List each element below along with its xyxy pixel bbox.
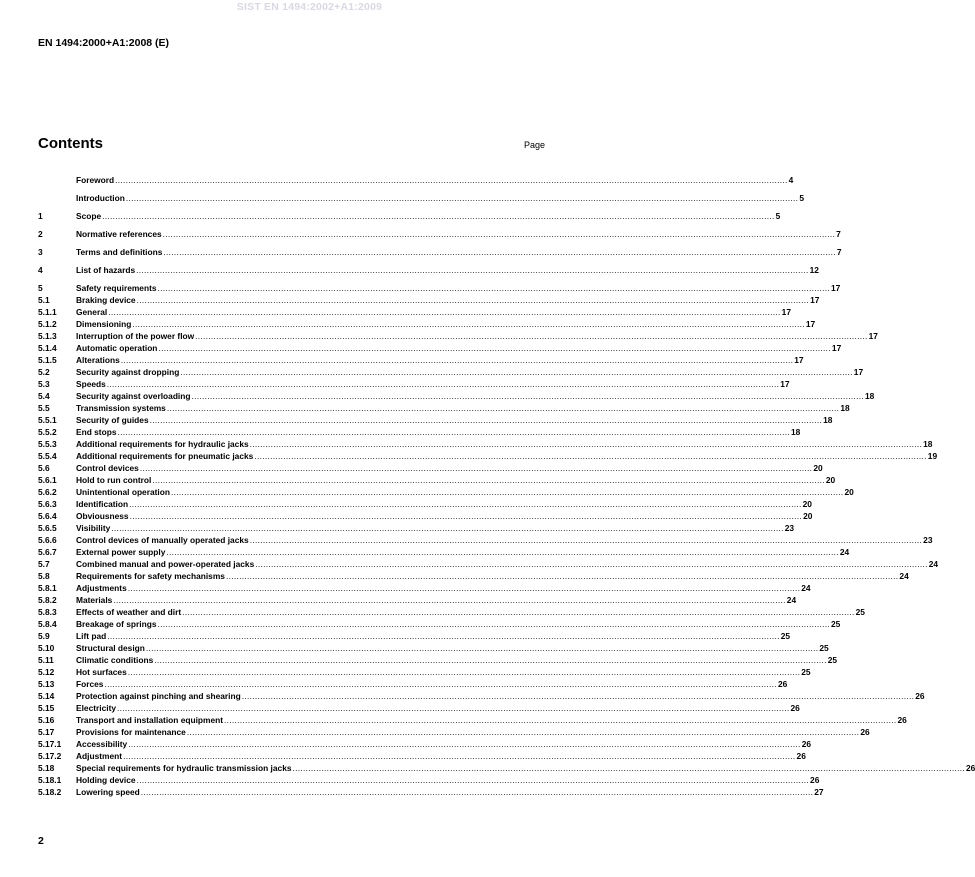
toc-entry-page: 17 [781,307,791,317]
toc-entry[interactable] [38,264,819,276]
toc-entry-title: Lowering speed [76,787,140,797]
toc-entry[interactable] [38,174,794,186]
toc-entry-number: 4 [38,265,43,275]
toc-entry-page: 20 [803,511,813,521]
toc-entry-number: 5 [38,283,43,293]
toc-entry-number: 5.1.1 [38,307,57,317]
toc-entry-title: Provisions for maintenance [76,727,186,737]
toc-entry-page: 25 [819,643,829,653]
toc-entry-title: Transmission systems [76,403,166,413]
toc-entry-page: 24 [801,583,811,593]
toc-entry-number: 5.8.2 [38,595,57,605]
toc-entry[interactable] [38,354,804,366]
toc-entry-title: Electricity [76,703,117,713]
dot-leader [293,762,965,774]
toc-entry-number: 5.2 [38,367,50,377]
dot-leader [136,264,808,276]
toc-entry-number: 2 [38,229,43,239]
toc-entry-title: Materials [76,595,113,605]
dot-leader [250,438,922,450]
toc-entry-page: 26 [790,703,800,713]
toc-entry-number: 5.4 [38,391,50,401]
dot-leader [226,570,898,582]
toc-entry[interactable] [38,702,800,714]
dot-leader [107,630,779,642]
toc-entry[interactable] [38,426,801,438]
toc-entry-number: 5.6.6 [38,535,57,545]
toc-entry-title: Security against overloading [76,391,191,401]
toc-entry-title: Visibility [76,523,111,533]
toc-entry[interactable] [38,450,938,462]
dot-leader [158,282,830,294]
toc-entry-page: 5 [799,193,804,203]
toc-entry-title: Scope [76,211,102,221]
dot-leader [154,654,826,666]
toc-entry-page: 18 [923,439,933,449]
toc-entry-number: 5.15 [38,703,55,713]
toc-entry-page: 26 [810,775,820,785]
toc-entry-page: 20 [802,499,812,509]
toc-entry-title: End stops [76,427,117,437]
toc-entry-title: General [76,307,108,317]
toc-entry[interactable] [38,318,816,330]
toc-entry-page: 7 [836,247,842,257]
toc-entry[interactable] [38,510,813,522]
toc-entry-title: Requirements for safety mechanisms [76,571,225,581]
toc-entry[interactable] [38,558,939,570]
toc-entry[interactable] [38,402,850,414]
toc-entry[interactable] [38,690,925,702]
toc-entry-title: Hold to run control [76,475,152,485]
dot-leader [187,726,859,738]
dot-leader [104,678,776,690]
toc-entry-number: 5.10 [38,643,55,653]
document-identifier: EN 1494:2000+A1:2008 (E) [38,37,170,49]
toc-entry-page: 19 [927,451,938,461]
toc-entry[interactable] [38,546,850,558]
toc-entry[interactable] [38,738,812,750]
toc-entry-title: Normative references [76,229,162,239]
toc-entry-title: Speeds [76,379,106,389]
toc-entry-title: Unintentional operation [76,487,170,497]
dot-leader [180,366,852,378]
dot-leader [128,666,800,678]
toc-entry-number: 5.6.3 [38,499,57,509]
toc-entry-title: Protection against pinching and shearing [76,691,241,701]
toc-entry[interactable] [38,474,836,486]
toc-entry[interactable] [38,534,933,546]
toc-entry-title: Obviousness [76,511,129,521]
toc-entry[interactable] [38,654,838,666]
toc-entry-title: Special requirements for hydraulic transmission jacks [76,763,292,773]
toc-entry-number: 5.17 [38,727,55,737]
dot-leader [171,486,843,498]
toc-entry[interactable] [38,486,854,498]
toc-entry-page: 18 [864,391,875,401]
toc-entry-page: 26 [965,763,975,773]
toc-entry-page: 26 [860,727,870,737]
dot-leader [128,738,800,750]
toc-entry-page: 25 [827,655,838,665]
toc-entry-page: 25 [855,607,865,617]
toc-entry-page: 26 [796,751,806,761]
dot-leader [129,498,801,510]
toc-entry-number: 1 [38,211,43,221]
toc-entry-page: 24 [899,571,909,581]
dot-leader [158,342,830,354]
toc-entry-page: 17 [831,343,842,353]
dot-leader [111,522,783,534]
dot-leader [242,690,914,702]
toc-entry-title: Forces [76,679,104,689]
toc-entry[interactable] [38,630,791,642]
toc-entry-number: 5.18.2 [38,787,62,797]
dot-leader [140,462,812,474]
toc-entry-page: 20 [844,487,854,497]
toc-entry-number: 5.8.4 [38,619,57,629]
toc-entry-number: 5.1 [38,295,50,305]
dot-leader [121,354,793,366]
toc-entry[interactable] [38,714,907,726]
dot-leader [250,534,922,546]
toc-entry-page: 27 [814,787,824,797]
toc-entry-number: 5.5.1 [38,415,57,425]
toc-entry[interactable] [38,618,841,630]
toc-entry-page: 7 [836,229,841,239]
toc-entry-page: 17 [805,319,816,329]
dot-leader [167,402,839,414]
toc-entry[interactable] [38,228,841,240]
toc-entry-title: Security against dropping [76,367,180,377]
dot-leader [254,450,926,462]
dot-leader [115,174,787,186]
dot-leader [255,558,927,570]
toc-entry-page: 17 [868,331,878,341]
toc-entry-number: 5.7 [38,559,50,569]
toc-entry-title: Adjustment [76,751,123,761]
page-number: 2 [38,835,44,847]
toc-entry-title: Hot surfaces [76,667,127,677]
toc-entry-number: 5.1.5 [38,355,57,365]
toc-entry-number: 5.17.1 [38,739,62,749]
toc-entry[interactable] [38,192,804,204]
toc-entry-page: 4 [788,175,794,185]
toc-entry-number: 5.17.2 [38,751,62,761]
toc-entry[interactable] [38,642,829,654]
dot-leader [117,426,789,438]
toc-entry-title: Effects of weather and dirt [76,607,182,617]
toc-entry[interactable] [38,294,820,306]
toc-entry-number: 5.6.4 [38,511,57,521]
dot-leader [130,510,802,522]
toc-entry-title: Terms and definitions [76,247,163,257]
toc-entry-page: 26 [915,691,925,701]
toc-entry-title: Holding device [76,775,136,785]
toc-entry-title: Climatic conditions [76,655,154,665]
page-column-label: Page [523,140,545,150]
toc-entry-number: 5.1.4 [38,343,57,353]
table-of-contents [38,174,975,798]
toc-entry-page: 24 [839,547,850,557]
toc-entry-title: Introduction [76,193,125,203]
toc-entry[interactable] [38,678,788,690]
contents-title: Contents [38,135,103,152]
toc-entry-page: 17 [853,367,864,377]
toc-entry[interactable] [38,522,795,534]
toc-entry-title: Combined manual and power-operated jacks [76,559,255,569]
toc-entry-page: 20 [825,475,836,485]
dot-leader [224,714,896,726]
toc-entry-title: External power supply [76,547,166,557]
toc-entry[interactable] [38,606,865,618]
toc-entry-number: 5.18 [38,763,55,773]
dot-leader [166,546,838,558]
toc-entry-page: 17 [794,355,804,365]
toc-entry-page: 25 [801,667,811,677]
toc-entry[interactable] [38,762,975,774]
toc-entry[interactable] [38,378,790,390]
dot-leader [158,618,830,630]
toc-entry-number: 5.6 [38,463,50,473]
toc-entry-title: Dimensioning [76,319,132,329]
toc-entry-title: Lift pad [76,631,107,641]
dot-leader [146,642,818,654]
toc-entry-title: Structural design [76,643,145,653]
dot-leader [163,246,835,258]
toc-entry-page: 17 [810,295,820,305]
toc-entry-title: Transport and installation equipment [76,715,224,725]
toc-entry[interactable] [38,246,842,258]
toc-entry-page: 23 [784,523,795,533]
dot-leader [150,414,822,426]
toc-entry-number: 5.5.2 [38,427,57,437]
toc-entry-number: 5.16 [38,715,55,725]
dot-leader [192,390,864,402]
toc-entry[interactable] [38,342,842,354]
toc-entry-page: 17 [780,379,790,389]
toc-entry-number: 5.6.1 [38,475,57,485]
toc-entry[interactable] [38,414,833,426]
dot-leader [132,318,804,330]
dot-leader [137,294,809,306]
toc-entry[interactable] [38,774,820,786]
toc-entry-page: 18 [823,415,833,425]
toc-entry-title: Control devices [76,463,139,473]
toc-entry-title: Accessibility [76,739,128,749]
toc-entry-number: 5.18.1 [38,775,62,785]
toc-entry-title: Additional requirements for pneumatic jacks [76,451,254,461]
toc-entry[interactable] [38,570,909,582]
toc-entry[interactable] [38,210,781,222]
dot-leader [123,750,795,762]
dot-leader [163,228,835,240]
toc-entry[interactable] [38,498,812,510]
toc-entry-page: 26 [897,715,907,725]
toc-entry-number: 5.3 [38,379,50,389]
toc-entry-title: Alterations [76,355,120,365]
toc-entry[interactable] [38,438,933,450]
toc-entry[interactable] [38,786,824,798]
toc-entry[interactable] [38,306,791,318]
toc-entry-page: 24 [786,595,797,605]
toc-entry-number: 5.6.7 [38,547,57,557]
toc-entry-page: 20 [813,463,823,473]
toc-entry-page: 18 [790,427,801,437]
toc-entry-page: 23 [923,535,933,545]
toc-entry[interactable] [38,582,811,594]
dot-leader [117,702,789,714]
toc-entry-title: Breakage of springs [76,619,157,629]
toc-entry-title: Security of guides [76,415,149,425]
toc-entry-title: List of hazards [76,265,136,275]
toc-entry-number: 5.6.5 [38,523,57,533]
dot-leader [182,606,854,618]
toc-entry-title: Adjustments [76,583,127,593]
toc-entry[interactable] [38,594,797,606]
dot-leader [141,786,813,798]
toc-entry-page: 18 [840,403,850,413]
toc-entry-page: 12 [809,265,819,275]
toc-entry-number: 5.5 [38,403,50,413]
toc-entry[interactable] [38,666,811,678]
toc-entry-page: 26 [777,679,788,689]
toc-entry-page: 26 [801,739,812,749]
toc-entry-number: 5.6.2 [38,487,57,497]
toc-entry-title: Additional requirements for hydraulic jacks [76,439,249,449]
toc-entry-page: 5 [775,211,781,221]
dot-leader [102,210,774,222]
toc-entry-number: 5.5.4 [38,451,57,461]
toc-entry-page: 24 [928,559,939,569]
toc-entry-number: 5.12 [38,667,55,677]
dot-leader [128,582,800,594]
toc-entry[interactable] [38,282,841,294]
toc-entry-number: 5.1.2 [38,319,57,329]
toc-entry-number: 5.11 [38,655,54,665]
toc-entry-number: 5.8.3 [38,607,57,617]
dot-leader [108,306,780,318]
toc-entry-number: 5.13 [38,679,55,689]
toc-entry-number: 5.5.3 [38,439,57,449]
toc-entry[interactable] [38,462,823,474]
toc-entry-title: Control devices of manually operated jacks [76,535,249,545]
dot-leader [107,378,779,390]
dot-leader [195,330,867,342]
toc-entry-number: 5.14 [38,691,55,701]
toc-entry[interactable] [38,726,870,738]
toc-entry-number: 5.9 [38,631,50,641]
dot-leader [137,774,809,786]
toc-entry[interactable] [38,330,878,342]
watermark: SIST EN 1494:2002+A1:2009 [236,1,383,13]
toc-entry-page: 25 [780,631,791,641]
toc-entry-number: 5.1.3 [38,331,57,341]
toc-entry-number: 5.8.1 [38,583,57,593]
toc-entry-title: Identification [76,499,129,509]
toc-entry-page: 17 [831,283,841,293]
toc-entry-title: Safety requirements [76,283,157,293]
dot-leader [113,594,785,606]
toc-entry-title: Foreword [76,175,115,185]
toc-entry[interactable] [38,390,875,402]
toc-entry-title: Braking device [76,295,136,305]
toc-entry[interactable] [38,366,864,378]
dot-leader [126,192,798,204]
toc-entry[interactable] [38,750,806,762]
toc-entry-number: 3 [38,247,43,257]
toc-entry-number: 5.8 [38,571,50,581]
toc-entry-title: Interruption of the power flow [76,331,195,341]
toc-entry-page: 25 [831,619,841,629]
toc-entry-title: Automatic operation [76,343,158,353]
dot-leader [152,474,824,486]
